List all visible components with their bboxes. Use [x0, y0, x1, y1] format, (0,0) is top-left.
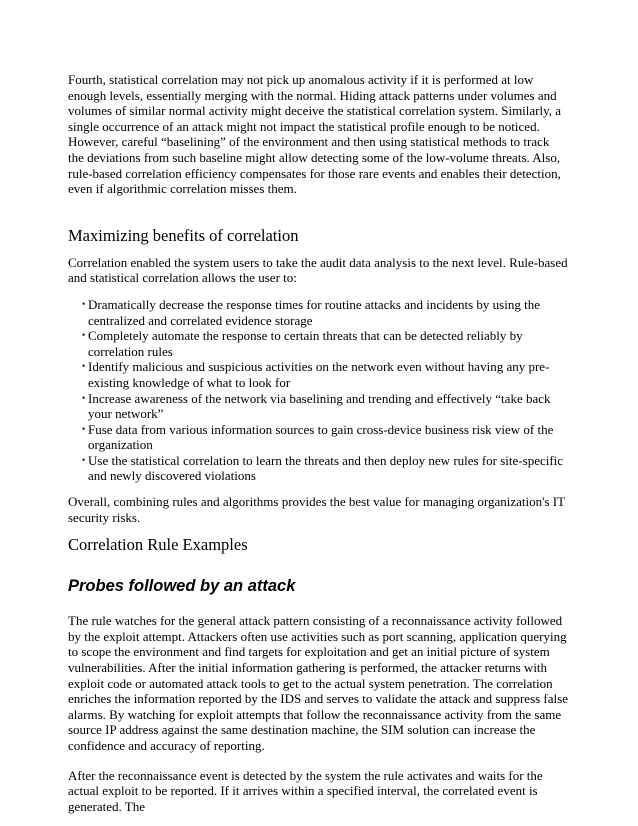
paragraph-overall: Overall, combining rules and algorithms provides the best value for managing organization's IT security risks. — [68, 494, 565, 525]
heading-maximizing-benefits: Maximizing benefits of correlation — [68, 225, 299, 245]
bullet-icon: • — [82, 392, 86, 403]
document-page — [68, 72, 568, 814]
bullet-icon: • — [82, 361, 86, 372]
bullet-icon: • — [82, 298, 86, 309]
paragraph-rule-description: The rule watches for the general attack pattern consisting of a reconnaissance activity followed by the exploit attempt. Attackers often use activities such as port scanning, application querying to scope the environment and find targets for exploitation and get an initial picture of system vulnerabilities. After the initial information gathering is performed, the attacker returns with exploit code or automated attack tools to get to the actual system penetration. The correlation enriches the information reported by the IDS and serves to validate the attack and suppress false alarms. By watching for exploit attempts that follow the reconnaissance activity from the same source IP address against the same destination machine, the SIM solution can increase the confidence and accuracy of reporting. — [68, 613, 568, 753]
list-item: • Identify malicious and suspicious activities on the network even without having any pre-existing knowledge of what to look for — [82, 359, 550, 390]
heading-probes-followed-by-attack: Probes followed by an attack — [68, 577, 296, 596]
bullet-icon: • — [82, 454, 86, 465]
paragraph-benefits-intro: Correlation enabled the system users to take the audit data analysis to the next level. Rule-based and statistical correlation allows the user to: — [68, 254, 568, 286]
list-item: • Dramatically decrease the response times for routine attacks and incidents by using the centralized and correlated evidence storage — [82, 296, 540, 328]
bullet-icon: • — [82, 330, 86, 341]
list-item: • Fuse data from various information sources to gain cross-device business risk view of the organization — [82, 421, 554, 453]
list-item: • Completely automate the response to certain threats that can be detected reliably by correlation rules — [82, 328, 523, 359]
paragraph-rule-activation: After the reconnaissance event is detected by the system the rule activates and waits for the actual exploit to be reported. If it arrives within a specified interval, the correlated event is generated. The — [68, 767, 543, 814]
paragraph-statistical-correlation: Fourth, statistical correlation may not pick up anomalous activity if it is performed at low enough levels, essentially merging with the normal. Hiding attack patterns under volumes and volumes of similar normal activity might deceive the statistical correlation system. Similarly, a single occurrence of an attack might not impact the statistical profile enough to be noticed. However, careful “baselining” of the environment and then using statistical methods to track the deviations from such baseline might allow detecting some of the low-volume threats. Also, rule-based correlation efficiency compensates for those rare events and enables their detection, even if algorithmic correlation misses them. — [68, 72, 562, 197]
heading-correlation-rule-examples: Correlation Rule Examples — [68, 535, 248, 555]
benefits-list — [68, 297, 568, 484]
list-item: • Increase awareness of the network via baselining and trending and effectively “take back your network” — [82, 390, 551, 422]
list-item: • Use the statistical correlation to learn the threats and then deploy new rules for site-specific and newly discovered violations — [82, 452, 564, 484]
bullet-icon: • — [82, 423, 86, 434]
